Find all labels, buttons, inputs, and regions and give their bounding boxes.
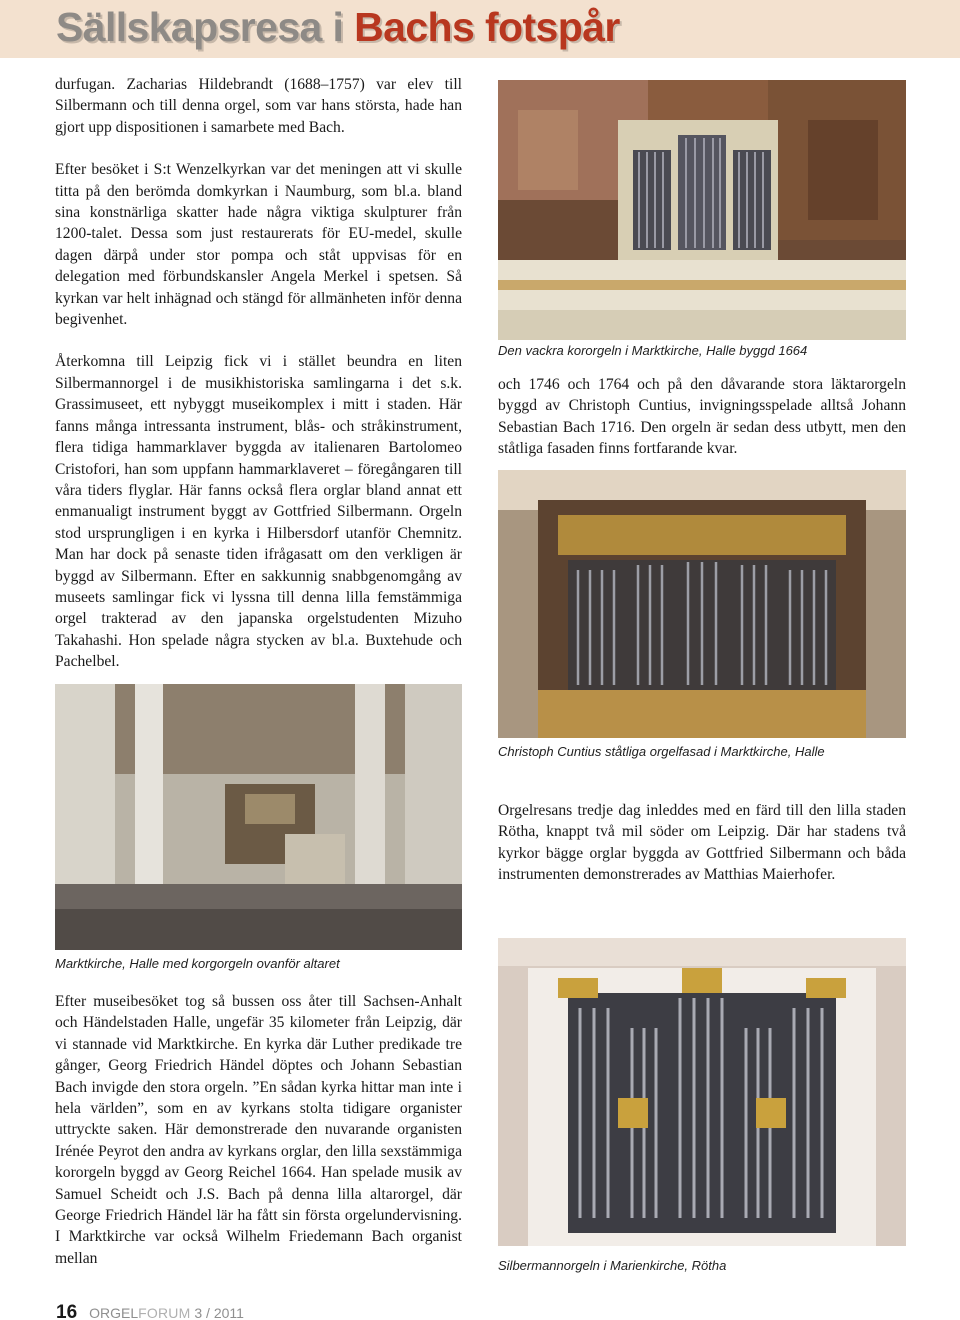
choir-organ-photo (498, 80, 906, 340)
silbermann-organ-photo (498, 938, 906, 1246)
right-column-lower-text (498, 800, 906, 886)
magazine-issue: 3 / 2011 (190, 1305, 244, 1320)
article-title-part1: Sällskapsresa i (56, 4, 344, 50)
left-column-upper-text (55, 74, 462, 673)
right-column-upper-text (498, 374, 906, 460)
magazine-name-forum: FORUM (138, 1305, 191, 1320)
choir-organ-caption: Den vackra kororgeln i Marktkirche, Halle byggd 1664 (498, 343, 808, 358)
church-interior-caption: Marktkirche, Halle med korgorgeln ovanför altaret (55, 956, 340, 971)
leipzig-paragraph: Återkomna till Leipzig fick vi i stället beundra en liten Silbermannorgel i de musikhistoriska samlingarna i det s.k. Grassimuseet, ett nybyggt museikomplex i mitt i staden. Här fanns många intressanta instrument, blås- och stråkinstrument, flera tidiga hammarklaver byggda av italienaren Bartolomeo Cristofori, han som uppfann hammarklaveret – föregångaren till våra tiders flyglar. Här fanns också flera orglar bland annat ett enmanualigt instrument byggt av Gottfried Silbermann. Orgeln stod ursprungligen i en kyrka i Hilbersdorf utanför Chemnitz. Man har dock på senaste tiden ifrågasatt om den verkligen är byggd av Silbermann. Efter en sakkunnig snabbgenomgång av museets samlingar fick vi lyssna till denna lilla femstämmiga orgel trakterad av den japanska orgelstudenten Mizuho Takahashi. Hon spelade några stycken av bl.a. Buxtehude och Pachelbel. (55, 353, 462, 671)
page-number: 16 (56, 1302, 78, 1320)
rotha-paragraph: Orgelresans tredje dag inleddes med en färd till den lilla staden Rötha, knappt två mil söder om Leipzig. Där har stadens två kyrkor bägge orglar byggda av Gottfried Silbermann och båda instrumenten demonstrerades av Matthias Maierhofer. (498, 802, 906, 884)
left-column-lower-text (55, 991, 462, 1269)
church-interior-photo (55, 684, 462, 950)
magazine-name-orgel: ORGEL (89, 1305, 139, 1320)
cuntius-facade-photo (498, 470, 906, 738)
silbermann-organ-caption: Silbermannorgeln i Marienkirche, Rötha (498, 1258, 727, 1273)
cuntius-paragraph: och 1746 och 1764 och på den dåvarande stora läktarorgeln byggd av Christoph Cuntius, invigningsspelade alltså Johann Sebastian Bach 1716. Den orgeln är sedan dess utbytt, men den ståtliga fasaden finns fortfarande kvar. (498, 376, 906, 458)
cuntius-facade-caption: Christoph Cuntius ståtliga orgelfasad i Marktkirche, Halle (498, 744, 825, 759)
naumburg-paragraph: Efter besöket i S:t Wenzelkyrkan var det meningen att vi skulle titta på den berömda domkyrkan i Naumburg, som bl.a. bland sina konstnärliga skatter hade några viktiga skulpturer från 1200-talet. Dessa som just restaurerats för EU-medel, skulle dagen därpå under stor pompa och ståt uppvisas för en delegation med förbundskansler Angela Merkel i spetsen. Så kyrkan var helt inhägnad och stängd för allmänheten inför denna begivenhet. (55, 161, 462, 329)
article-title-part2: Bachs fotspår (354, 4, 620, 50)
article-title (56, 2, 620, 52)
halle-paragraph: Efter museibesöket tog så bussen oss åter till Sachsen-Anhalt och Händelstaden Halle, ungefär 35 kilometer från Leipzig, där vi stannade vid Marktkirche. En kyrka där Luther predikade tre gånger, Georg Friedrich Händel döptes och Johann Sebastian Bach invigde den stora orgeln. ”En sådan kyrka hittar man inte i hela världen”, som en av kyrkans stolta tidigare organister uttryckte saken. Här demonstrerade den nuvarande organisten Irénée Peyrot den andra av kyrkans orglar, den lilla sexstämmiga kororgeln byggd av Georg Reichel 1664. Han spelade musik av Samuel Scheidt och J.S. Bach på denna lilla altarorgel, där George Friedrich Händel lär ha fått sin första orgelundervisning. I Marktkirche var också Wilhelm Friedemann Bach organist mellan (55, 993, 462, 1267)
page-footer (56, 1300, 244, 1320)
intro-paragraph: durfugan. Zacharias Hildebrandt (1688–1757) var elev till Silbermann och till denna orgel, som var hans största, hade han gjort upp dispositionen i samarbete med Bach. (55, 76, 462, 136)
